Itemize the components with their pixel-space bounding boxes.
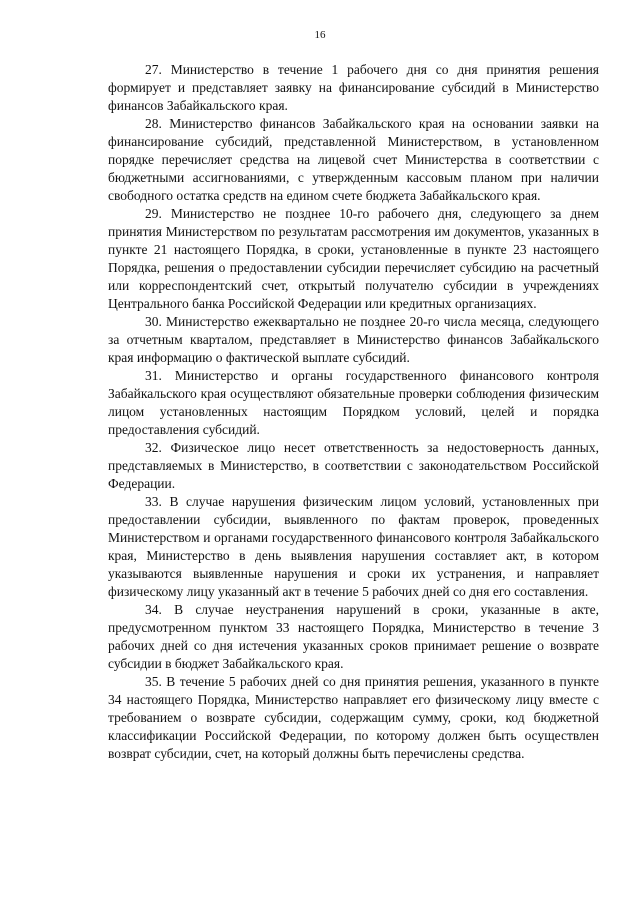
paragraph-31: 31. Министерство и органы государственного финансового контроля Забайкальского края осуществляют обязательные проверки соблюдения физическим лицом установленных настоящим Порядком условий, целей и порядка предоставления субсидий. [108, 368, 599, 437]
paragraph-34: 34. В случае неустранения нарушений в сроки, указанные в акте, предусмотренном пунктом 33 настоящего Порядка, Министерство в течение 3 рабочих дней со дня истечения указанных сроков принимает решение о возврате субсидии в бюджет Забайкальского края. [108, 602, 599, 671]
page-number: 16 [314, 29, 326, 41]
paragraph-30: 30. Министерство ежеквартально не позднее 20-го числа месяца, следующего за отчетным кварталом, представляет в Министерство финансов Забайкальского края информацию о фактической выплате субсидий. [108, 314, 599, 365]
paragraph-32: 32. Физическое лицо несет ответственность за недостоверность данных, представляемых в Министерство, в соответствии с законодательством Российской Федерации. [108, 440, 599, 491]
paragraph-27: 27. Министерство в течение 1 рабочего дня со дня принятия решения формирует и представляет заявку на финансирование субсидий в Министерство финансов Забайкальского края. [108, 62, 599, 113]
document-body [108, 61, 599, 763]
paragraph-35: 35. В течение 5 рабочих дней со дня принятия решения, указанного в пункте 34 настоящего Порядка, Министерство направляет его физическому лицу вместе с требованием о возврате субсидии, содержащим сумму, сроки, код бюджетной классификации Российской Федерации, по которому должен быть осуществлен возврат субсидии, счет, на который должны быть перечислены средства. [108, 674, 599, 761]
paragraph-28: 28. Министерство финансов Забайкальского края на основании заявки на финансирование субсидий, представленной Министерством, в установленном порядке перечисляет средства на лицевой счет Министерства в соответствии с бюджетными ассигнованиями, с утвержденным кассовым планом при наличии свободного остатка средств на едином счете бюджета Забайкальского края. [108, 116, 599, 203]
paragraph-29: 29. Министерство не позднее 10-го рабочего дня, следующего за днем принятия Министерством по результатам рассмотрения им документов, указанных в пункте 21 настоящего Порядка, в сроки, установленные в пункте 23 настоящего Порядка, решения о предоставлении субсидии перечисляет субсидию на расчетный или корреспондентский счет, открытый получателю субсидии в учреждениях Центрального банка Российской Федерации или кредитных организациях. [108, 206, 599, 311]
paragraph-33: 33. В случае нарушения физическим лицом условий, установленных при предоставлении субсидии, выявленного по фактам проверок, проведенных Министерством и органами государственного финансового контроля Забайкальского края, Министерство в день выявления нарушения составляет акт, в котором указываются выявленные нарушения и сроки их устранения, и направляет физическому лицу указанный акт в течение 5 рабочих дней со дня его составления. [108, 494, 599, 599]
